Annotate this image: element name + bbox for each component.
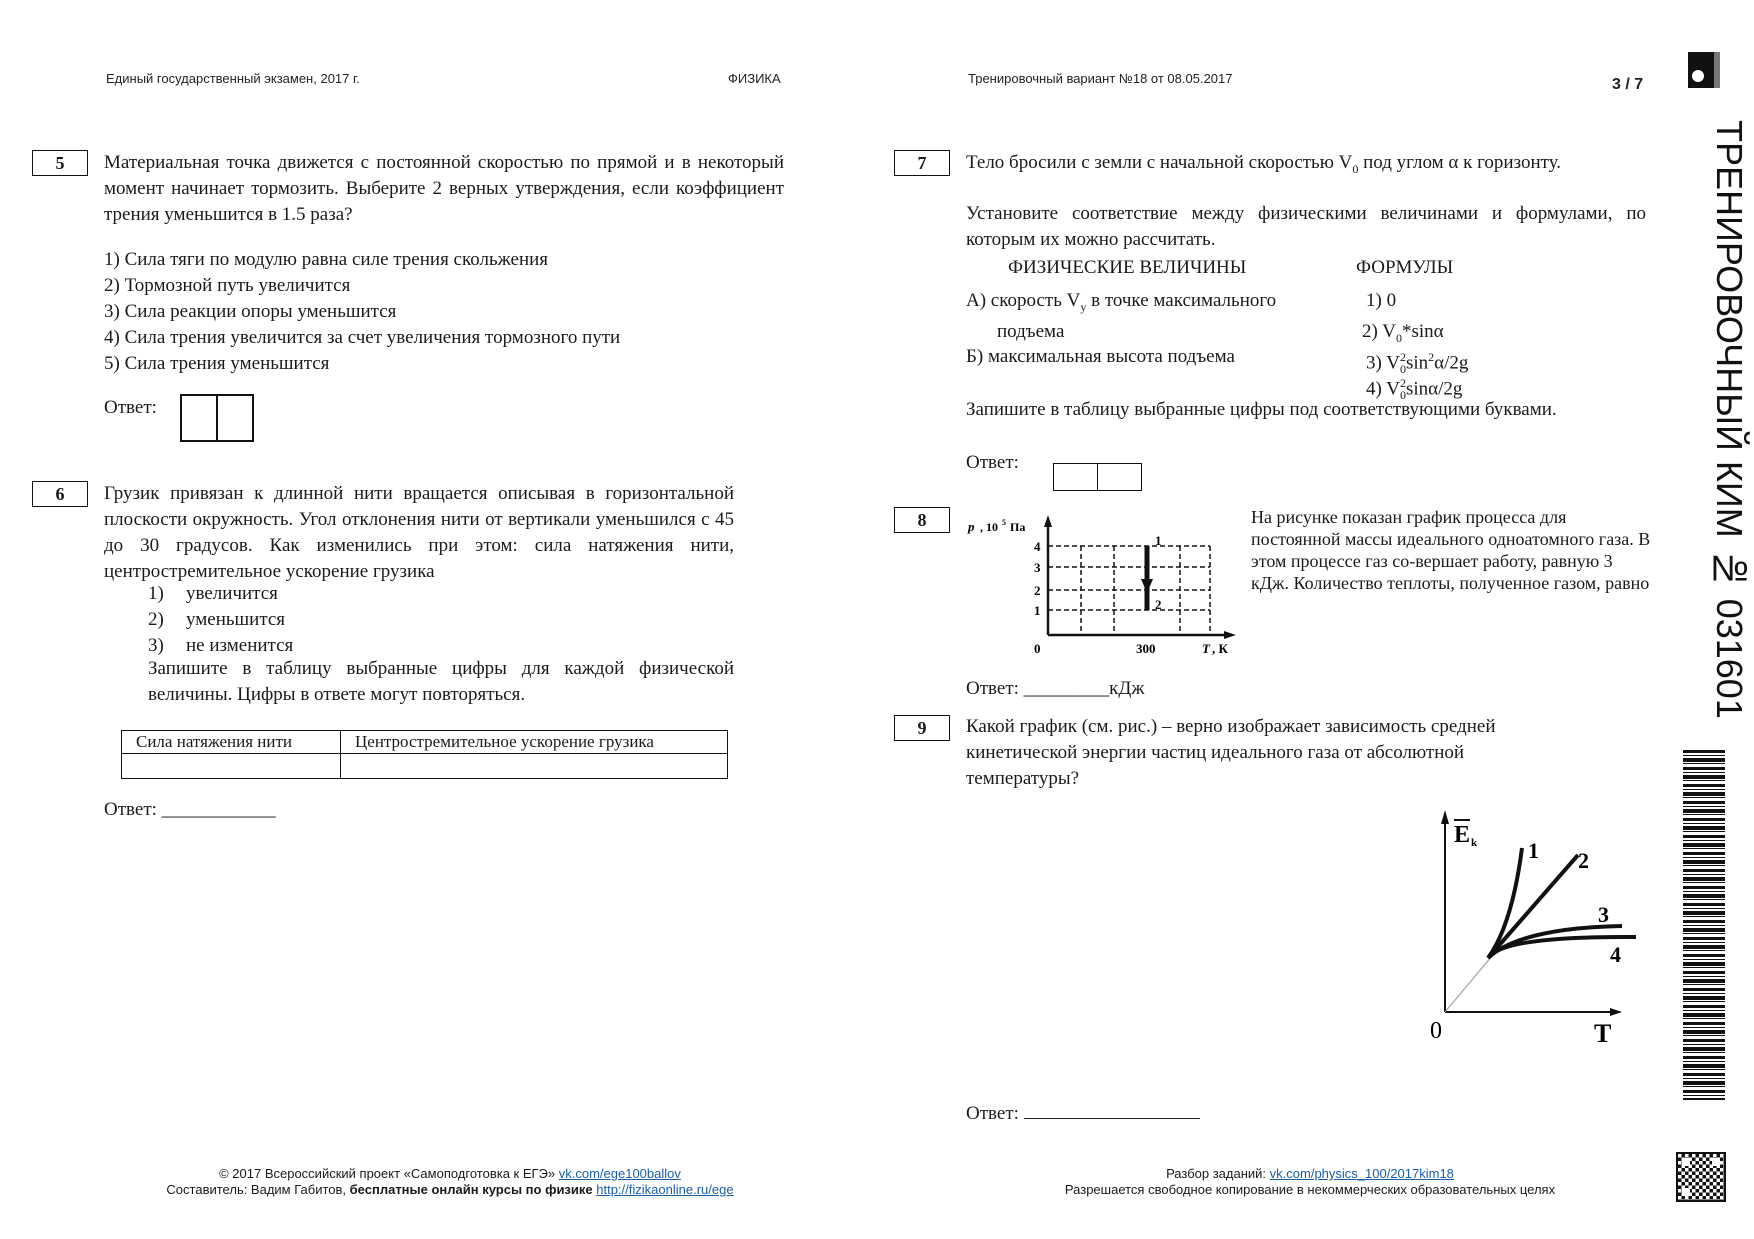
question-9-answer: Ответ: bbox=[966, 1100, 1200, 1127]
table-header-acceleration: Центростремительное ускорение грузика bbox=[341, 731, 728, 754]
option-1: 1) увеличится bbox=[148, 583, 278, 604]
svg-text:2: 2 bbox=[1578, 848, 1589, 873]
question-6-answer-table bbox=[121, 730, 728, 779]
svg-text:1: 1 bbox=[1155, 533, 1162, 548]
answer-input-line[interactable] bbox=[1024, 1100, 1200, 1119]
svg-text:0: 0 bbox=[1430, 1018, 1442, 1044]
question-9-text: Какой график (см. рис.) – верно изображает зависимость средней кинетической энергии частиц идеального газа от абсолютной температуры? bbox=[966, 716, 1496, 789]
question-number-8: 8 bbox=[894, 507, 950, 533]
question-5-text: Материальная точка движется с постоянной скоростью по прямой и в некоторый момент начинает тормозить. Выберите 2 верных утверждения, если коэффициент трения уменьшится в 1.5 раза? bbox=[104, 152, 784, 225]
question-6-options bbox=[148, 581, 293, 659]
quantity-a-cont: подъема bbox=[997, 321, 1065, 342]
question-7-text: Тело бросили с земли с начальной скоростью $V_0$ под углом α к горизонту. bbox=[966, 152, 1562, 176]
option-2: 2) Тормозной путь увеличится bbox=[104, 275, 351, 296]
svg-text:2: 2 bbox=[1155, 597, 1162, 612]
question-number-6: 6 bbox=[32, 481, 88, 507]
option-5: 5) Сила трения уменьшится bbox=[104, 353, 330, 374]
vertical-kim-title: ТРЕНИРОВОЧНЫЙ КИМ № 031601 bbox=[1709, 120, 1750, 719]
question-8-answer: Ответ: _________кДж bbox=[966, 678, 1145, 699]
option-3: 3) не изменится bbox=[148, 635, 294, 656]
kinetic-energy-temperature-chart bbox=[1400, 800, 1660, 1060]
svg-text:4: 4 bbox=[1610, 942, 1621, 967]
column-header-formulas: ФОРМУЛЫ bbox=[1356, 257, 1454, 278]
header-subject: ФИЗИКА bbox=[728, 71, 781, 86]
question-6-instruction: Запишите в таблицу выбранные цифры для каждой физической величины. Цифры в ответе могут повторяться. bbox=[148, 658, 734, 705]
svg-text:3: 3 bbox=[1598, 902, 1609, 927]
svg-text:T: T bbox=[1202, 641, 1210, 656]
question-6-text: Грузик привязан к длинной нити вращается описывая в горизонтальной плоскости окружность. Угол отклонения нити от вертикали уменьшился с 45 до 30 градусов. Как изменились при этом: сила натяжения нити, центростремительное ускорение грузика bbox=[104, 483, 734, 582]
svg-text:2: 2 bbox=[1034, 583, 1041, 598]
quantity-b: Б) максимальная высота подъема bbox=[966, 346, 1235, 367]
answer-cell-tension[interactable] bbox=[122, 754, 341, 779]
header-exam-title: Единый государственный экзамен, 2017 г. bbox=[106, 71, 360, 86]
question-number-9: 9 bbox=[894, 715, 950, 741]
page-number: 3 / 7 bbox=[1612, 76, 1644, 93]
answer-cell-acceleration[interactable] bbox=[341, 754, 728, 779]
svg-text:300: 300 bbox=[1136, 641, 1156, 656]
question-7-answer-boxes[interactable] bbox=[1053, 463, 1142, 491]
formula-1: 1) 0 bbox=[1366, 290, 1397, 311]
footer-right: Разбор заданий: vk.com/physics_100/2017kim18 Разрешается свободное копирование в некоммерческих образовательных целях bbox=[1064, 1166, 1556, 1197]
pressure-temperature-chart bbox=[960, 505, 1240, 665]
footer-link-vk-physics[interactable]: vk.com/physics_100/2017kim18 bbox=[1269, 1166, 1454, 1181]
question-number-5: 5 bbox=[32, 150, 88, 176]
question-5-answer-label: Ответ: bbox=[104, 397, 157, 418]
question-6-answer: Ответ: ____________ bbox=[104, 799, 276, 820]
answer-input-line[interactable]: ____________ bbox=[161, 799, 276, 820]
answer-box-2[interactable] bbox=[218, 394, 254, 442]
question-5-answer-boxes[interactable] bbox=[180, 394, 254, 442]
table-header-tension: Сила натяжения нити bbox=[122, 731, 341, 754]
svg-text:Па: Па bbox=[1010, 520, 1026, 534]
column-header-quantities: ФИЗИЧЕСКИЕ ВЕЛИЧИНЫ bbox=[1008, 257, 1247, 278]
barcode-icon bbox=[1683, 750, 1725, 1100]
qr-code-icon bbox=[1676, 1152, 1726, 1202]
svg-text:4: 4 bbox=[1034, 539, 1041, 554]
question-7-answer-label: Ответ: bbox=[966, 452, 1019, 473]
answer-box-1[interactable] bbox=[180, 394, 218, 442]
svg-text:k: k bbox=[1471, 837, 1478, 849]
svg-text:T: T bbox=[1594, 1019, 1612, 1048]
question-7-write-instruction: Запишите в таблицу выбранные цифры под соответствующими буквами. bbox=[966, 399, 1557, 420]
answer-box-a[interactable] bbox=[1053, 463, 1098, 491]
svg-text:E: E bbox=[1454, 822, 1471, 848]
svg-text:p: p bbox=[968, 519, 975, 534]
svg-text:1: 1 bbox=[1034, 603, 1041, 618]
corner-marker-icon bbox=[1688, 52, 1720, 88]
question-8-text: На рисунке показан график процесса для постоянной массы идеального одноатомного газа. В этом процессе газ со-вершает работу, равную 3 кДж. Количество теплоты, полученное газом, равно bbox=[1251, 507, 1651, 593]
option-1: 1) Сила тяги по модулю равна силе трения скольжения bbox=[104, 249, 549, 270]
formula-4: 4) $V_0^2\sin\alpha/2g$ bbox=[1366, 376, 1463, 403]
option-3: 3) Сила реакции опоры уменьшится bbox=[104, 301, 397, 322]
formula-3: 3) $V_0^2\sin^2\alpha/2g$ bbox=[1366, 350, 1469, 377]
footer-link-vk-ege[interactable]: vk.com/ege100ballov bbox=[558, 1166, 681, 1181]
answer-box-b[interactable] bbox=[1098, 463, 1142, 491]
svg-text:3: 3 bbox=[1034, 560, 1041, 575]
footer-left: © 2017 Всероссийский проект «Самоподготовка к ЕГЭ» vk.com/ege100ballov Составитель: Вадим Габитов, бесплатные онлайн курсы по физике http://fizikaonline.ru/ege bbox=[166, 1166, 734, 1197]
answer-input-line[interactable]: _________ bbox=[1023, 678, 1110, 699]
footer-link-fizikaonline[interactable]: http://fizikaonline.ru/ege bbox=[596, 1182, 734, 1197]
quantity-a: А) скорость $V_y$ в точке максимального bbox=[966, 290, 1277, 314]
svg-text:1: 1 bbox=[1528, 838, 1539, 863]
option-2: 2) уменьшится bbox=[148, 609, 286, 630]
svg-text:, К: , К bbox=[1212, 641, 1228, 656]
formula-2: 2) $V_0*\sin\alpha$ bbox=[1362, 321, 1444, 345]
header-variant: Тренировочный вариант №18 от 08.05.2017 bbox=[968, 71, 1233, 86]
svg-text:, 10: , 10 bbox=[980, 520, 998, 534]
svg-text:0: 0 bbox=[1034, 641, 1041, 656]
question-number-7: 7 bbox=[894, 150, 950, 176]
option-4: 4) Сила трения увеличится за счет увеличения тормозного пути bbox=[104, 327, 621, 348]
question-5-options bbox=[104, 247, 784, 377]
svg-text:5: 5 bbox=[1002, 518, 1006, 527]
question-7-instruction: Установите соответствие между физическими величинами и формулами, по которым их можно рассчитать. bbox=[966, 203, 1646, 250]
